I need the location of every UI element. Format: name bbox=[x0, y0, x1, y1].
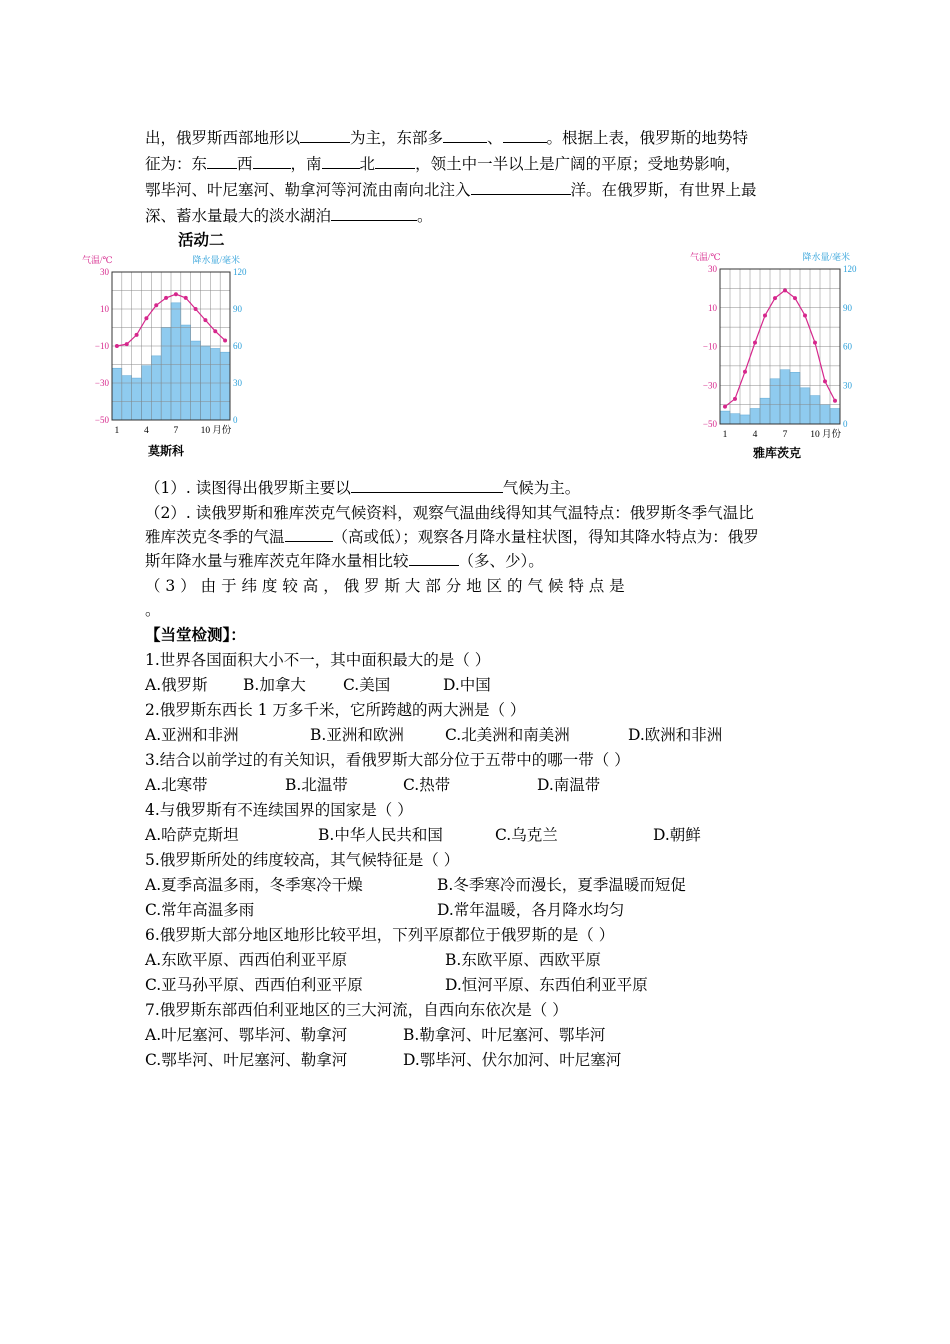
temperature-point bbox=[115, 344, 119, 348]
precip-bar bbox=[810, 396, 820, 424]
text: 西 bbox=[237, 155, 253, 173]
fill-blank[interactable] bbox=[471, 180, 571, 195]
temperature-point bbox=[803, 314, 807, 318]
option-d[interactable]: D.朝鲜 bbox=[653, 826, 701, 844]
quiz-q7: 7.俄罗斯东部西伯利亚地区的三大河流，自西向东依次是（ ） bbox=[145, 1001, 568, 1019]
text: 、 bbox=[487, 129, 503, 147]
temperature-tick: −10 bbox=[94, 341, 109, 351]
precip-bar bbox=[122, 376, 132, 420]
text: （2）. 读俄罗斯和雅库茨克气候资料，观察气温曲线得知其气温特点：俄罗斯冬季气温比 bbox=[145, 504, 754, 522]
option-a[interactable]: A.夏季高温多雨，冬季寒冷干燥 bbox=[145, 876, 363, 894]
temperature-tick: 10 bbox=[100, 304, 109, 314]
precipitation-tick: 0 bbox=[233, 415, 238, 425]
precip-bar bbox=[171, 303, 181, 420]
precipitation-axis-label: 降水量/毫米 bbox=[802, 252, 850, 262]
precip-bar bbox=[820, 405, 830, 424]
temperature-tick: 30 bbox=[100, 267, 109, 277]
temperature-tick: −10 bbox=[702, 341, 717, 352]
precipitation-tick: 120 bbox=[233, 267, 247, 277]
temperature-point bbox=[823, 379, 827, 383]
yakutsk-climate-chart bbox=[680, 250, 866, 445]
temperature-point bbox=[194, 307, 198, 311]
fill-blank[interactable] bbox=[207, 154, 237, 169]
question-3-line-1 bbox=[145, 576, 625, 596]
text: （多、少）。 bbox=[458, 552, 544, 570]
precipitation-tick: 30 bbox=[233, 378, 242, 388]
precipitation-tick: 90 bbox=[233, 304, 242, 314]
option-c[interactable]: C.常年高温多雨 bbox=[145, 901, 255, 919]
precipitation-tick: 90 bbox=[843, 302, 852, 313]
temperature-point bbox=[763, 314, 767, 318]
temperature-point bbox=[783, 288, 787, 292]
fill-blank[interactable] bbox=[322, 154, 360, 169]
precip-bar bbox=[760, 398, 770, 424]
precip-bar bbox=[800, 388, 810, 424]
precipitation-tick: 60 bbox=[233, 341, 242, 351]
text: 鄂毕河、叶尼塞河、勒拿河等河流由南向北注入 bbox=[145, 181, 471, 199]
precip-bar bbox=[142, 366, 152, 420]
fill-blank[interactable] bbox=[503, 128, 547, 143]
temperature-point bbox=[154, 303, 158, 307]
quiz-q3: 3.结合以前学过的有关知识，看俄罗斯大部分位于五带中的哪一带（ ） bbox=[145, 751, 630, 769]
quiz-q6: 6.俄罗斯大部分地区地形比较平坦，下列平原都位于俄罗斯的是（ ） bbox=[145, 926, 615, 944]
option-c[interactable]: C.乌克兰 bbox=[495, 826, 558, 844]
fill-blank[interactable] bbox=[253, 154, 291, 169]
option-a[interactable]: A.东欧平原、西西伯利亚平原 bbox=[145, 951, 348, 969]
precip-bar bbox=[770, 379, 780, 424]
activity-heading: 活动二 bbox=[178, 231, 225, 249]
precip-bar bbox=[830, 409, 840, 425]
option-c[interactable]: C.热带 bbox=[403, 776, 451, 794]
quiz-q2: 2.俄罗斯东西长 1 万多千米，它所跨越的两大洲是（ ） bbox=[145, 701, 526, 719]
question-3-line-2 bbox=[145, 600, 161, 620]
option-d[interactable]: D.恒河平原、东西伯利亚平原 bbox=[445, 976, 648, 994]
temperature-point bbox=[174, 292, 178, 296]
month-axis-label: 月份 bbox=[822, 430, 842, 440]
precip-bar bbox=[730, 414, 740, 424]
temperature-point bbox=[125, 342, 129, 346]
text: 出，俄罗斯西部地形以 bbox=[145, 129, 301, 147]
question-1 bbox=[145, 478, 580, 498]
month-tick: 10 bbox=[810, 430, 820, 440]
month-tick: 7 bbox=[173, 426, 179, 436]
option-d[interactable]: D.鄂毕河、伏尔加河、叶尼塞河 bbox=[403, 1051, 622, 1069]
option-d[interactable]: D.南温带 bbox=[537, 776, 601, 794]
quiz-q4: 4.与俄罗斯有不连续国界的国家是（ ） bbox=[145, 801, 413, 819]
option-a[interactable]: A.北寒带 bbox=[145, 776, 208, 794]
temperature-point bbox=[135, 333, 139, 337]
text: 。 bbox=[145, 601, 161, 619]
temperature-point bbox=[184, 296, 188, 300]
text: 为主，东部多 bbox=[350, 129, 444, 147]
temperature-point bbox=[203, 318, 207, 322]
month-tick: 10 bbox=[200, 426, 211, 436]
intro-line-2 bbox=[145, 154, 741, 174]
precipitation-tick: 120 bbox=[843, 264, 857, 274]
precip-bar bbox=[210, 348, 220, 420]
text: 。 bbox=[417, 207, 433, 225]
precip-bar bbox=[740, 415, 750, 424]
fill-blank[interactable] bbox=[300, 128, 350, 143]
fill-blank[interactable] bbox=[443, 128, 487, 143]
option-a[interactable]: A.亚洲和非洲 bbox=[145, 726, 239, 744]
option-a[interactable]: A.叶尼塞河、鄂毕河、勒拿河 bbox=[145, 1026, 348, 1044]
option-d[interactable]: D.常年温暖，各月降水均匀 bbox=[437, 901, 625, 919]
precip-bar bbox=[151, 356, 161, 420]
option-c[interactable]: C.美国 bbox=[343, 676, 391, 694]
option-b[interactable]: B.中华人民共和国 bbox=[318, 826, 443, 844]
question-2-line-2 bbox=[145, 527, 759, 547]
temperature-tick: 30 bbox=[708, 264, 717, 274]
precipitation-tick: 0 bbox=[843, 419, 848, 429]
temperature-axis-label: 气温/℃ bbox=[82, 255, 113, 265]
check-heading: 【当堂检测】： bbox=[145, 626, 246, 644]
precipitation-tick: 30 bbox=[843, 380, 852, 391]
month-tick: 4 bbox=[144, 426, 149, 436]
precip-bar bbox=[780, 370, 790, 424]
option-b[interactable]: B.北温带 bbox=[285, 776, 348, 794]
month-tick: 7 bbox=[782, 430, 788, 440]
temperature-point bbox=[743, 370, 747, 374]
temperature-point bbox=[733, 397, 737, 401]
precip-bar bbox=[112, 368, 122, 420]
month-tick: 4 bbox=[752, 430, 758, 440]
fill-blank[interactable] bbox=[409, 551, 459, 566]
precip-bar bbox=[220, 352, 230, 420]
precip-bar bbox=[720, 411, 730, 424]
text: （1）. 读图得出俄罗斯主要以 bbox=[145, 479, 351, 497]
text: ，南 bbox=[290, 155, 322, 173]
option-b[interactable]: B.冬季寒冷而漫长，夏季温暖而短促 bbox=[437, 876, 686, 894]
option-a[interactable]: A.哈萨克斯坦 bbox=[145, 826, 239, 844]
option-b[interactable]: B.加拿大 bbox=[243, 676, 306, 694]
precip-bar bbox=[191, 341, 201, 420]
text: 气候为主。 bbox=[502, 479, 581, 497]
intro-line-3 bbox=[145, 180, 757, 200]
temperature-point bbox=[833, 399, 837, 403]
precip-bar bbox=[132, 378, 142, 420]
option-a[interactable]: A.俄罗斯 bbox=[145, 676, 208, 694]
precip-bar bbox=[161, 328, 171, 421]
temperature-point bbox=[813, 341, 817, 345]
text: 深、蓄水量最大的淡水湖泊 bbox=[145, 207, 332, 225]
option-b[interactable]: B.亚洲和欧洲 bbox=[310, 726, 404, 744]
option-d[interactable]: D.欧洲和非洲 bbox=[628, 726, 723, 744]
temperature-tick: −30 bbox=[94, 378, 109, 388]
temperature-point bbox=[164, 296, 168, 300]
temperature-point bbox=[223, 338, 227, 342]
temperature-point bbox=[773, 296, 777, 300]
yakutsk-chart-title: 雅库茨克 bbox=[753, 446, 802, 460]
text: 雅库茨克冬季的气温 bbox=[145, 528, 285, 546]
text: ，领土中一半以上是广阔的平原；受地势影响， bbox=[415, 155, 741, 173]
option-b[interactable]: B.东欧平原、西欧平原 bbox=[445, 951, 601, 969]
question-2-line-3 bbox=[145, 551, 544, 571]
temperature-axis-label: 气温/℃ bbox=[690, 252, 721, 262]
temperature-tick: −50 bbox=[94, 415, 109, 425]
fill-blank[interactable] bbox=[351, 478, 503, 493]
temperature-point bbox=[793, 296, 797, 300]
fill-blank[interactable] bbox=[375, 154, 415, 169]
temperature-point bbox=[213, 329, 217, 333]
temperature-point bbox=[753, 341, 757, 345]
quiz-q5: 5.俄罗斯所处的纬度较高，其气候特征是（ ） bbox=[145, 851, 460, 869]
text: 北 bbox=[359, 155, 376, 173]
question-2-line-1 bbox=[145, 503, 754, 523]
precip-bar bbox=[181, 325, 191, 420]
text: （ 3 ） 由 于 纬 度 较 高 ， 俄 罗 斯 大 部 分 地 区 的 气 候 特 点 是 bbox=[145, 577, 625, 595]
text: 。根据上表，俄罗斯的地势特 bbox=[546, 129, 749, 147]
precipitation-axis-label: 降水量/毫米 bbox=[192, 255, 240, 265]
option-c[interactable]: C.鄂毕河、叶尼塞河、勒拿河 bbox=[145, 1051, 348, 1069]
fill-blank[interactable] bbox=[331, 206, 417, 221]
option-c[interactable]: C.亚马孙平原、西西伯利亚平原 bbox=[145, 976, 363, 994]
temperature-point bbox=[723, 405, 727, 409]
moscow-chart-title: 莫斯科 bbox=[148, 444, 185, 458]
temperature-tick: −30 bbox=[702, 380, 717, 391]
month-axis-label: 月份 bbox=[212, 426, 232, 436]
month-tick: 1 bbox=[114, 426, 120, 436]
text: （高或低）；观察各月降水量柱状图，得知其降水特点为：俄罗 bbox=[332, 528, 759, 546]
fill-blank[interactable] bbox=[285, 527, 333, 542]
option-b[interactable]: B.勒拿河、叶尼塞河、鄂毕河 bbox=[403, 1026, 606, 1044]
intro-line-4 bbox=[145, 206, 433, 226]
temperature-tick: 10 bbox=[708, 302, 717, 313]
precipitation-tick: 60 bbox=[843, 341, 852, 352]
intro-line-1 bbox=[145, 128, 748, 148]
temperature-tick: −50 bbox=[702, 419, 717, 429]
option-c[interactable]: C.北美洲和南美洲 bbox=[445, 726, 570, 744]
text: 征为：东 bbox=[145, 155, 208, 173]
moscow-climate-chart bbox=[76, 252, 256, 442]
precip-bar bbox=[790, 372, 800, 424]
temperature-point bbox=[144, 316, 148, 320]
option-d[interactable]: D.中国 bbox=[443, 676, 491, 694]
text: 斯年降水量与雅库茨克年降水量相比较 bbox=[145, 552, 409, 570]
text: 洋。在俄罗斯，有世界上最 bbox=[570, 181, 757, 199]
quiz-q1: 1.世界各国面积大小不一，其中面积最大的是（ ） bbox=[145, 651, 491, 669]
month-tick: 1 bbox=[722, 430, 728, 440]
precip-bar bbox=[750, 409, 760, 425]
